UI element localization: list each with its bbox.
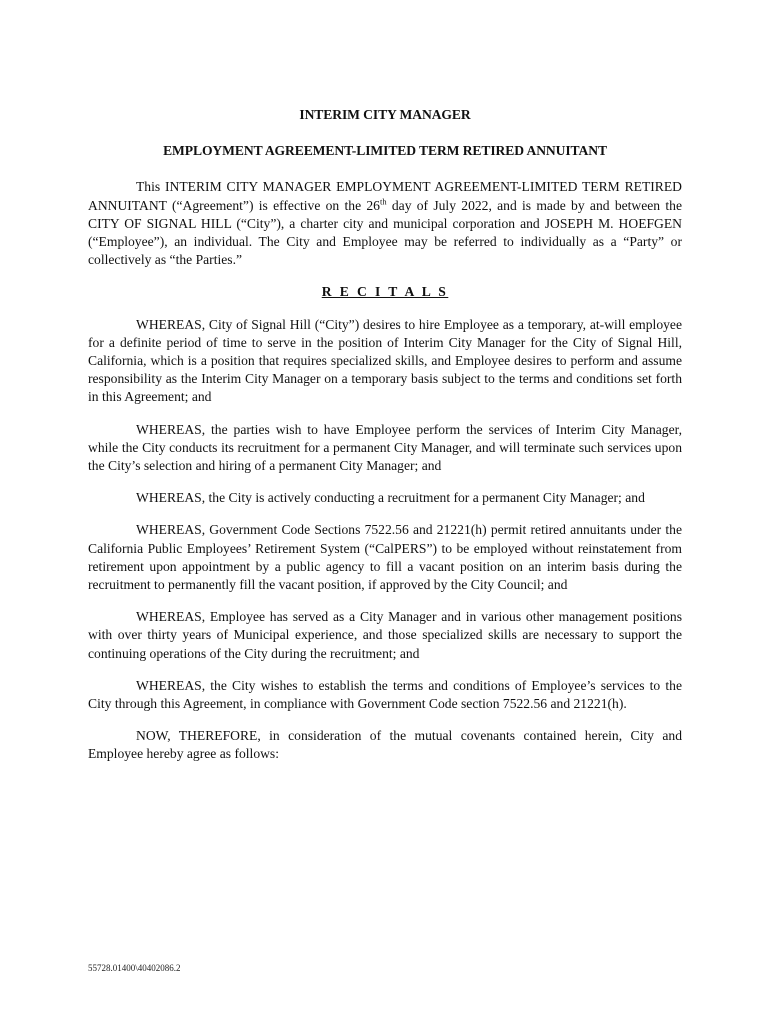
recital-paragraph-5: WHEREAS, Employee has served as a City Manager and in various other management positions with over thirty years of Municipal experience, and those specialized skills are necessary to support the continuing operations of the City during the recruitment; and xyxy=(88,609,682,661)
therefore-paragraph: NOW, THEREFORE, in consideration of the mutual covenants contained herein, City and Employee hereby agree as follows: xyxy=(88,728,682,762)
intro-superscript: th xyxy=(379,196,387,207)
intro-paragraph xyxy=(88,178,682,269)
recitals-heading: R E C I T A L S xyxy=(321,284,449,300)
intro-text-part-1: This INTERIM CITY MANAGER EMPLOYMENT AGREEMENT-LIMITED TERM RETIRED ANNUITANT (“Agreement”) is effective on the 26 xyxy=(88,179,682,213)
document-subtitle: EMPLOYMENT AGREEMENT-LIMITED TERM RETIRED ANNUITANT xyxy=(163,143,607,159)
intro-text-part-2: day of July 2022, and is made by and between the CITY OF SIGNAL HILL (“City”), a charter city and municipal corporation and JOSEPH M. HOEFGEN (“Employee”), an individual. The City and Employee may be referred to individually as a “Party” or collectively as “the Parties.” xyxy=(88,197,682,268)
recital-paragraph-6: WHEREAS, the City wishes to establish the terms and conditions of Employee’s services to the City through this Agreement, in compliance with Government Code section 7522.56 and 21221(h). xyxy=(88,677,682,712)
recital-paragraph-4: WHEREAS, Government Code Sections 7522.56 and 21221(h) permit retired annuitants under the California Public Employees’ Retirement System (“CalPERS”) to be employed without reinstatement from retirement upon appointment by a public agency to fill a vacant position on an interim basis during the recruitment to permanently fill the vacant position, if approved by the City Council; and xyxy=(88,522,682,593)
recital-paragraph-2: WHEREAS, the parties wish to have Employee perform the services of Interim City Manager, while the City conducts its recruitment for a permanent City Manager, and will terminate such services upon the City’s selection and hiring of a permanent City Manager; and xyxy=(88,421,682,474)
document-footer-code: 55728.01400\40402086.2 xyxy=(88,963,181,973)
document-page xyxy=(88,106,682,778)
document-title: INTERIM CITY MANAGER xyxy=(299,107,471,122)
recital-paragraph-3: WHEREAS, the City is actively conducting a recruitment for a permanent City Manager; and xyxy=(136,490,645,506)
recital-paragraph-1: WHEREAS, City of Signal Hill (“City”) desires to hire Employee as a temporary, at-will employee for a definite period of time to serve in the position of Interim City Manager for the City of Signal Hill, California, which is a position that requires specialized skills, and Employee desires to perform and assume responsibility as the Interim City Manager on a temporary basis subject to the terms and conditions set forth in this Agreement; and xyxy=(88,316,682,405)
